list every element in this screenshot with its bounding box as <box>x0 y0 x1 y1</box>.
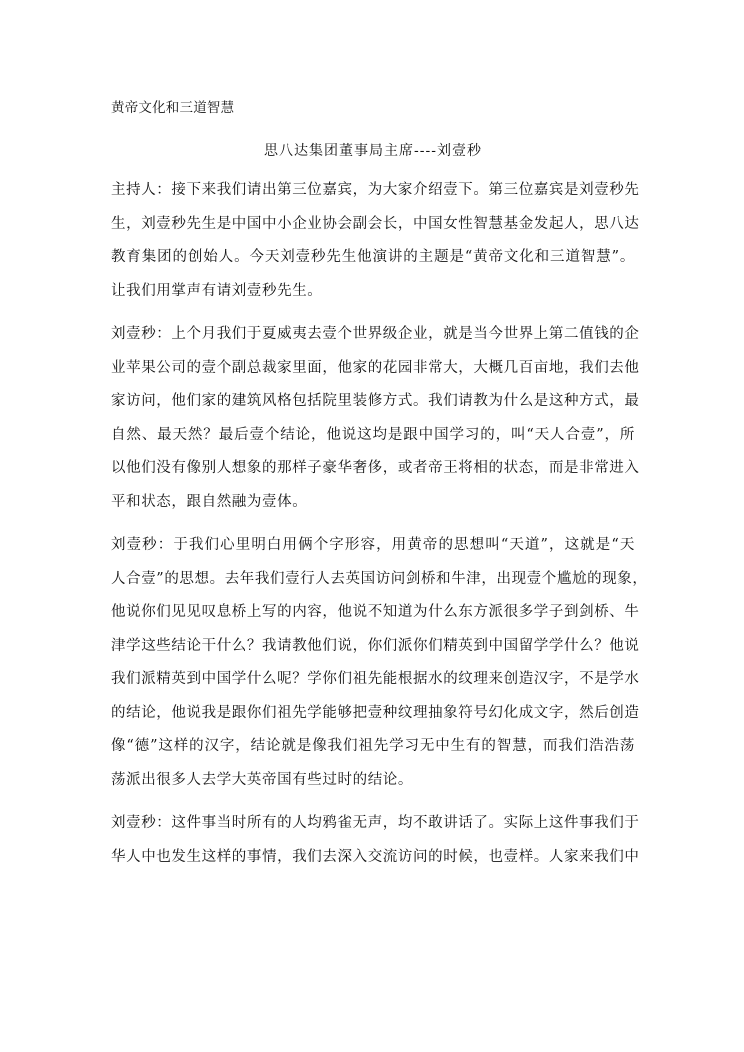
text-line: 荡派出很多人去学大英帝国有些过时的结论。 <box>111 771 413 788</box>
text-line: 津学这些结论干什么？我请教他们说，你们派你们精英到中国留学学什么？他说 <box>111 637 640 654</box>
text-line: 人合壹”的思想。去年我们壹行人去英国访问剑桥和牛津，出现壹个尴尬的现象， <box>111 570 648 587</box>
text-line: 刘壹秒：于我们心里明白用俩个字形容，用黄帝的思想叫“天道”，这就是“天 <box>111 537 635 553</box>
text-line: 以他们没有像别人想象的那样子豪华奢侈，或者帝王将相的状态，而是非常进入 <box>111 460 640 476</box>
text-line: 教育集团的创始人。今天刘壹秒先生他演讲的主题是“黄帝文化和三道智慧”。 <box>111 249 635 265</box>
text-line: 让我们用掌声有请刘壹秒先生。 <box>111 282 323 299</box>
text-line: 主持人：接下来我们请出第三位嘉宾，为大家介绍壹下。第三位嘉宾是刘壹秒先 <box>111 182 640 198</box>
text-line: 家访问，他们家的建筑风格包括院里装修方式。我们请教为什么是这种方式，最 <box>111 393 640 409</box>
text-line: 生，刘壹秒先生是中国中小企业协会副会长，中国女性智慧基金发起人，思八达 <box>111 215 640 232</box>
text-line: 的结论，他说我是跟你们祖先学能够把壹种纹理抽象符号幻化成文字，然后创造 <box>111 704 640 721</box>
paragraph-host-intro <box>111 174 640 308</box>
text-line: 我们派精英到中国学什么呢？学你们祖先能根据水的纹理来创造汉字，不是学水 <box>111 671 640 687</box>
text-line: 平和状态，跟自然融为壹体。 <box>111 493 308 510</box>
text-line: 像“德”这样的汉字，结论就是像我们祖先学习无中生有的智慧，而我们浩浩荡 <box>111 738 635 754</box>
speaker-byline: 思八达集团董事局主席----刘壹秒 <box>264 143 482 159</box>
text-line: 刘壹秒：这件事当时所有的人均鸦雀无声，均不敢讲话了。实际上这件事我们于 <box>111 815 640 831</box>
text-line: 他说你们见见叹息桥上写的内容，他说不知道为什么东方派很多学子到剑桥、牛 <box>111 604 640 620</box>
text-line: 华人中也发生这样的事情，我们去深入交流访问的时候，也壹样。人家来我们中 <box>111 848 640 865</box>
document-body <box>111 174 648 884</box>
text-line: 自然、最天然？最后壹个结论，他说这均是跟中国学习的，叫“天人合壹”，所 <box>111 426 635 443</box>
document-title: 黄帝文化和三道智慧 <box>111 100 235 116</box>
text-line: 刘壹秒：上个月我们于夏威夷去壹个世界级企业，就是当今世界上第二值钱的企 <box>111 326 640 342</box>
text-line: 业苹果公司的壹个副总裁家里面，他家的花园非常大，大概几百亩地，我们去他 <box>111 359 640 376</box>
paragraph-speech-1 <box>111 318 640 519</box>
paragraph-speech-3 <box>111 807 640 874</box>
paragraph-speech-2 <box>111 529 648 797</box>
